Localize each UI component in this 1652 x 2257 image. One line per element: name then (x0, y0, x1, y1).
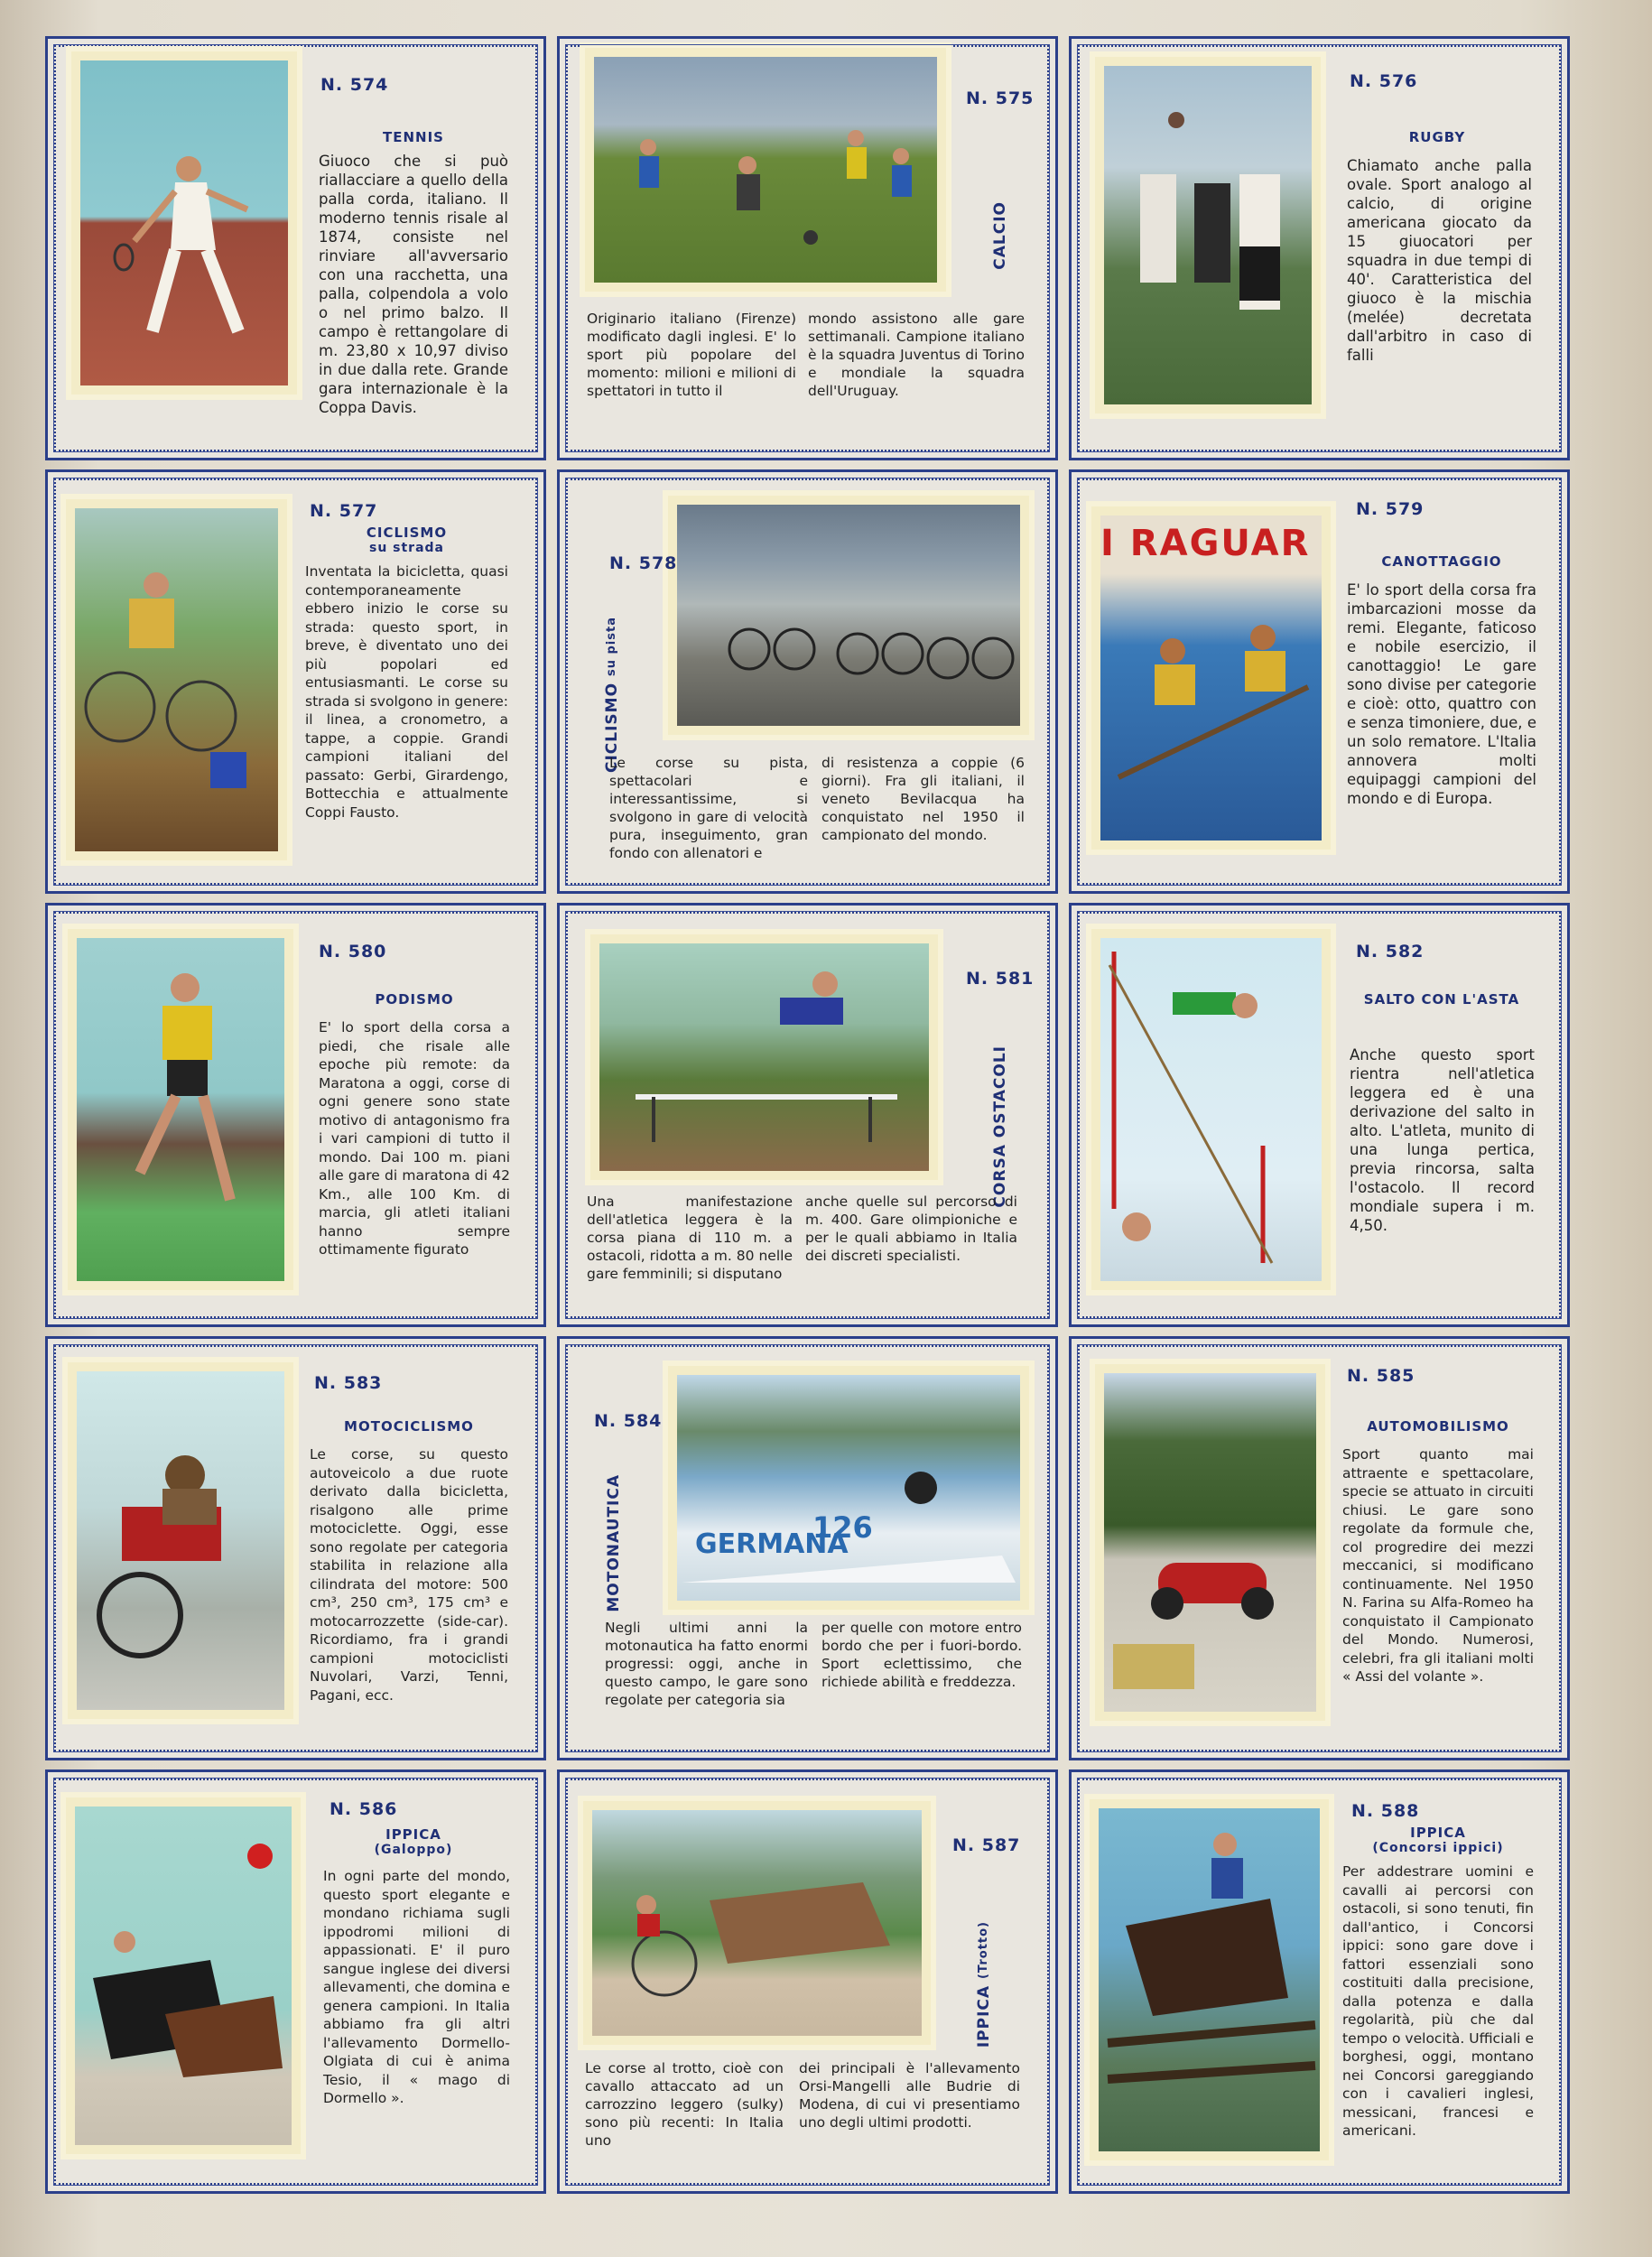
card-578 (557, 469, 1058, 894)
boat-number: 126 (812, 1510, 873, 1545)
rugby-illustration (1104, 66, 1312, 404)
card-text: Inventata la bicicletta, quasi contemporaneamente ebbero inizio le corse su strada: questo sport, in breve, è diventato uno dei più popolari ed entusiasmanti. Le corse su strada si svolgono in genere: il linea, a cronometro, a tappe, a coppie. Grandi campioni italiani del passato: Gerbi, Girardengo, Bottecchia e attualmente Coppi Fausto. (305, 563, 508, 821)
sticker-calcio (585, 48, 946, 292)
card-text-right: dei principali è l'allevamento Orsi-Mangelli alle Budrie di Modena, di cui vi presentiamo uno degli ultimi prodotti. (799, 2060, 1020, 2131)
card-text: Sport quanto mai attraente e spettacolare, specie se attuato in circuiti chiusi. Le gare sono regolate da formule che, col progredire dei mezzi meccanici, si modificano continuamente. Nel 1950 N. Farina su Alfa-Romeo ha conquistato il Campionato del Mondo. Numerosi, celebri, fra gli italiani molti « Assi del volante ». (1342, 1446, 1534, 1685)
banner-text: I RAGUAR (1100, 523, 1311, 564)
card-number: N. 577 (310, 501, 378, 521)
card-576 (1069, 36, 1570, 460)
card-grid (45, 36, 1571, 2194)
show-jumping-illustration (1099, 1808, 1320, 2151)
trotting-horse-illustration (592, 1810, 922, 2036)
sticker-ciclismo-strada (66, 499, 287, 860)
card-subtitle: (Galoppo) (374, 1843, 453, 1857)
card-number: N. 574 (320, 75, 389, 95)
card-text: Giuoco che si può riallacciare a quello della palla corda, italiano. Il moderno tennis risale al 1874, consiste nel rinviare all'avversario con una racchetta, una palla, colpendola a volo o nel primo balzo. Il campo è rettangolare di m. 23,80 x 10,97 diviso in due dalla rete. Grande gara internazionale è la Coppa Davis. (319, 153, 508, 416)
card-580 (45, 903, 546, 1327)
card-574 (45, 36, 546, 460)
card-title-main: IPPICA (1410, 1825, 1466, 1841)
powerboat-illustration (677, 1375, 1020, 1601)
card-title: AUTOMOBILISMO (1367, 1418, 1509, 1435)
sticker-ippica-concorsi (1090, 1799, 1329, 2160)
sticker-tennis (71, 51, 297, 395)
rowing-illustration (1100, 515, 1322, 841)
card-number: N. 581 (966, 969, 1035, 989)
sticker-automobilismo (1095, 1364, 1325, 1721)
card-title (603, 617, 621, 773)
card-title: CORSA OSTACOLI (991, 1045, 1009, 1208)
sticker-podismo (68, 929, 293, 1290)
card-text: In ogni parte del mondo, questo sport elegante e mondano richiama sugli ippodromi milioni di appassionati. E' il puro sangue inglese dei diversi allevamenti, che domina e genera campioni. In Italia abbiamo fra gli altri l'allevamento Dormello-Olgiata di cui è anima Tesio, il « mago di Dormello ». (323, 1868, 510, 2106)
galloping-horses-illustration (75, 1807, 292, 2145)
card-number: N. 580 (319, 942, 387, 961)
racing-car-illustration (1104, 1373, 1316, 1712)
card-title: MOTOCICLISMO (344, 1418, 474, 1435)
card-586 (45, 1769, 546, 2194)
card-subtitle: su strada (368, 541, 445, 555)
card-584 (557, 1336, 1058, 1760)
card-title: CANOTTAGGIO (1381, 553, 1502, 570)
card-number: N. 578 (609, 553, 678, 573)
card-text-left: Le corse su pista, spettacolari e interessantissime, si svolgono in gare di velocità pura, inseguimento, gran fondo con allenatori e (609, 755, 808, 861)
card-text-left: Le corse al trotto, cioè con cavallo attaccato ad un carrozzino leggero (sulky) sono più recenti: In Italia uno (585, 2060, 784, 2149)
card-text: Chiamato anche palla ovale. Sport analogo al calcio, di origine americana giocato da 15 giuocatori per squadra in due tempi di 40'. Caratteristica del giuoco è la mischia (melée) decretata dall'arbitro in caso di falli (1347, 157, 1532, 364)
card-title-main: CICLISMO (366, 525, 448, 541)
card-text: Anche questo sport rientra nell'atletica leggera ed è una derivazione del salto in alto. L'atleta, munito di una lunga pertica, previa rincorsa, salta l'ostacolo. Il record mondiale supera i m. 4,50. (1350, 1046, 1535, 1234)
card-text: E' lo sport della corsa a piedi, che risale alle epoche più remote: da Maratona a oggi, corse di ogni genere sono state motivo di antagonismo fra i vari campioni di tutto il mondo. Dai 100 m. piani alle gare di maratona di 42 Km., alle 100 Km. di marcia, gli atleti italiani hanno sempre ottimamente figurato (319, 1019, 510, 1258)
sticker-ostacoli (590, 934, 938, 1180)
card-number: N. 575 (966, 88, 1035, 108)
card-number: N. 585 (1347, 1366, 1415, 1386)
card-title: MOTONAUTICA (605, 1474, 623, 1612)
card-text: Le corse, su questo autoveicolo a due ruote derivato dalla bicicletta, risalgono alle prime motociclette. Oggi, esse sono regolate per categoria stabilita in relazione alla cilindrata del motore: 500 cm³, 250 cm³, 175 cm³ e motocarrozzette (side-car). Ricordiamo, fra i grandi campioni motociclisti Nuvolari, Varzi, Tenni, Pagani, ecc. (310, 1446, 508, 1704)
card-number: N. 586 (329, 1799, 398, 1819)
card-number: N. 579 (1356, 499, 1425, 519)
track-cyclists-illustration (677, 505, 1020, 726)
card-title: CALCIO (991, 201, 1009, 270)
card-title: PODISMO (375, 991, 454, 1008)
sticker-motociclismo (68, 1362, 293, 1719)
card-title (319, 1826, 508, 1857)
card-title (1342, 1825, 1534, 1855)
card-text: Per addestrare uomini e cavalli ai percorsi con ostacoli, si sono tenuti, fin dall'antico, i Concorsi ippici: sono gare dove i fattori essenziali sono costituiti dalla precisione, dalla potenza e dalla regolarità, più che dal tempo o velocità. Ufficiali e borghesi, oggi, montano nei Concorsi gareggiando con i cavalieri inglesi, messicani, francesi e americani. (1342, 1863, 1534, 2139)
card-588 (1069, 1769, 1570, 2194)
card-number: N. 588 (1351, 1801, 1420, 1821)
card-number: N. 583 (314, 1373, 383, 1393)
card-number: N. 582 (1356, 942, 1425, 961)
card-579 (1069, 469, 1570, 894)
card-text: E' lo sport della corsa fra imbarcazioni mosse da remi. Elegante, faticoso e nobile esercizio, il canottaggio! Le gare sono divise per categorie e cioè: otto, quattro con e senza timoniere, due, e un solo rematore. L'Italia annovera molti equipaggi campioni del mondo e di Europa. (1347, 581, 1536, 807)
card-text-right: di resistenza a coppie (6 giorni). Fra gli italiani, il veneto Bevilacqua ha conquistato nel 1950 il campionato del mondo. (821, 755, 1025, 843)
sticker-salto-asta (1091, 929, 1331, 1290)
sticker-motonautica (668, 1366, 1029, 1610)
card-583 (45, 1336, 546, 1760)
card-581 (557, 903, 1058, 1327)
card-585 (1069, 1336, 1570, 1760)
card-text-left: Negli ultimi anni la motonautica ha fatto enormi progressi: oggi, anche in questo campo, le gare sono regolate per categoria sia (605, 1620, 808, 1708)
card-number: N. 584 (594, 1411, 663, 1431)
sticker-ippica-trotto (583, 1801, 931, 2045)
card-582 (1069, 903, 1570, 1327)
road-cyclist-illustration (75, 508, 278, 851)
card-text-left: Una manifestazione dell'atletica leggera è la corsa piana di 110 m. a ostacoli, ridotta a m. 80 nelle gare femminili; si disputano (587, 1194, 793, 1282)
runner-illustration (77, 938, 284, 1281)
card-title (305, 525, 508, 555)
card-title-main: IPPICA (975, 1984, 993, 2048)
card-title-main: CICLISMO (603, 682, 621, 773)
card-577 (45, 469, 546, 894)
sticker-canottaggio (1091, 506, 1331, 850)
card-text-left: Originario italiano (Firenze) modificato dagli inglesi. E' lo sport più popolare del momento: milioni e milioni di spettatori in tutto il (587, 311, 796, 399)
card-587 (557, 1769, 1058, 2194)
card-subtitle: su pista (605, 617, 618, 677)
card-text-right: mondo assistono alle gare settimanali. Campione italiano è la squadra Juventus di Torino e mondiale la squadra dell'Uruguay. (808, 311, 1025, 399)
card-number: N. 587 (952, 1835, 1021, 1855)
card-title: RUGBY (1408, 129, 1466, 145)
card-title: SALTO CON L'ASTA (1363, 991, 1520, 1008)
football-illustration (594, 57, 937, 283)
card-subtitle: (Concorsi ippici) (1372, 1841, 1504, 1855)
card-text-right: per quelle con motore entro bordo che per i fuori-bordo. Sport eclettissimo, che richiede abilità e freddezza. (821, 1620, 1022, 1690)
card-number: N. 576 (1350, 71, 1418, 91)
tennis-player-illustration (80, 60, 288, 385)
pole-vault-illustration (1100, 938, 1322, 1281)
card-title-main: IPPICA (385, 1826, 441, 1843)
card-title (975, 1921, 993, 2048)
card-title: TENNIS (383, 129, 444, 145)
hurdlers-illustration (599, 943, 929, 1171)
sticker-ippica-galoppo (66, 1797, 301, 2154)
motorcycle-illustration (77, 1371, 284, 1710)
sticker-ciclismo-pista (668, 496, 1029, 735)
card-575 (557, 36, 1058, 460)
card-subtitle: (Trotto) (977, 1921, 990, 1980)
card-text-right: anche quelle sul percorso di m. 400. Gare olimpioniche e per le quali abbiamo in Italia dei discreti specialisti. (805, 1194, 1017, 1264)
sticker-rugby (1095, 57, 1321, 413)
boat-name: GERMANA (695, 1528, 849, 1560)
